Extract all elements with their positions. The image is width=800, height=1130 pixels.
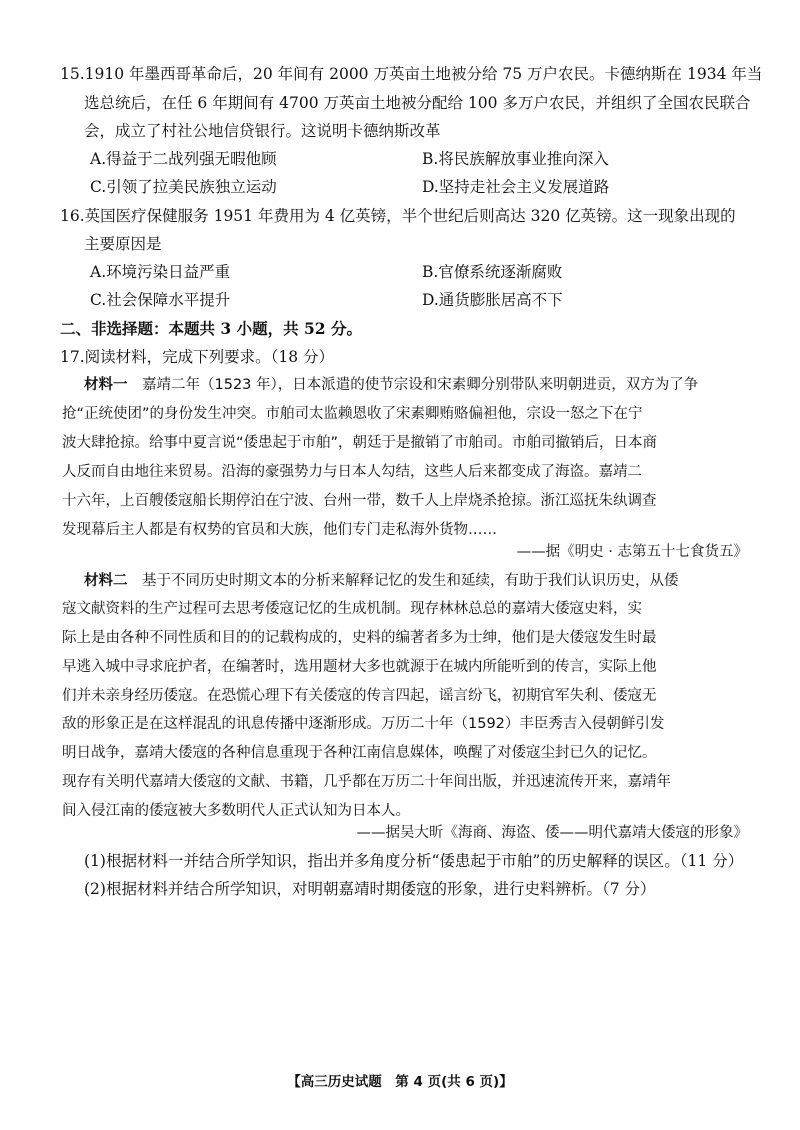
page-footer: 【高三历史试题 第 4 页(共 6 页)】	[287, 1074, 513, 1090]
q16-stem-line-2: 主要原因是	[84, 235, 162, 253]
q16-option-c: C.社会保障水平提升	[90, 291, 231, 309]
q17-stem: 17.阅读材料，完成下列要求。（18 分）	[60, 348, 335, 366]
material-1-line-3: 波大肆抢掠。给事中夏言说“倭患起于市舶”，朝廷于是撤销了市舶司。市舶司撤销后，日本商	[62, 435, 658, 451]
q15-option-b: B.将民族解放事业推向深入	[422, 150, 609, 168]
material-2-line-4: 早逃入城中寻求庇护者，在编著时，选用题材大多也就源于在城内所能听到的传言，实际上他	[62, 659, 657, 675]
material-2-line-2: 寇文献资料的生产过程可去思考倭寇记忆的生成机制。现存林林总总的嘉靖大倭寇史料，实	[62, 601, 642, 617]
q15-stem-line-2: 选总统后，在任 6 年期间有 4700 万英亩土地被分配给 100 多万户农民，并组织了全国农民联合	[84, 94, 751, 112]
material-1-source: ——据《明史 · 志第五十七食货五》	[516, 544, 748, 560]
q16-option-d: D.通货膨胀居高不下	[422, 291, 563, 309]
q16-option-b: B.官僚系统逐渐腐败	[422, 263, 563, 281]
material-1-label: 材料一	[84, 377, 128, 393]
q15-option-c: C.引领了拉美民族独立运动	[90, 178, 277, 196]
material-2-line-5: 们并未亲身经历倭寇。在恐慌心理下有关倭寇的传言四起，谣言纷飞，初期官军失利、倭寇无	[62, 688, 657, 704]
material-2-source: ——据吴大昕《海商、海盗、倭——明代嘉靖大倭寇的形象》	[356, 825, 748, 841]
material-2-line-1	[84, 570, 679, 592]
material-1-line-2: 抢“正统使团”的身份发生冲突。市舶司太监赖恩收了宋素卿贿赂偏袒他，宗设一怒之下在宁	[62, 406, 643, 422]
material-2-line-6: 敌的形象正是在这样混乱的讯息传播中逐渐形成。万历二十年（1592）丰臣秀吉入侵朝鲜引发	[62, 716, 665, 732]
material-2-line-7: 明日战争，嘉靖大倭寇的各种信息重现于各种江南信息媒体，唤醒了对倭寇尘封已久的记忆。	[62, 745, 657, 761]
material-1-line-5: 十六年，上百艘倭寇船长期停泊在宁波、台州一带，数千人上岸烧杀抢掠。浙江巡抚朱纨调查	[62, 493, 657, 509]
q16-option-a: A.环境污染日益严重	[90, 263, 231, 281]
q17-sub-question-2: (2)根据材料并结合所学知识，对明朝嘉靖时期倭寇的形象，进行史料辨析。（7 分）	[84, 880, 656, 898]
section-2-heading: 二、非选择题：本题共 3 小题，共 52 分。	[60, 319, 362, 338]
q15-option-d: D.坚持走社会主义发展道路	[422, 178, 610, 196]
q17-sub-question-1: (1)根据材料一并结合所学知识，指出并多角度分析“倭患起于市舶”的历史解释的误区。（11 分）	[84, 852, 744, 870]
material-1-line-1	[84, 374, 698, 396]
q15-option-a: A.得益于二战列强无暇他顾	[90, 150, 277, 168]
material-2-line-3: 际上是由各种不同性质和目的的记载构成的，史料的编著者多为士绅，他们是大倭寇发生时最	[62, 630, 657, 646]
q16-stem-line-1: 16.英国医疗保健服务 1951 年费用为 4 亿英镑，半个世纪后则高达 320 亿英镑。这一现象出现的	[60, 207, 736, 225]
material-2-line-9: 间入侵江南的倭寇被大多数明代人正式认知为日本人。	[62, 803, 410, 819]
q15-stem-line-1: 15.1910 年墨西哥革命后，20 年间有 2000 万英亩土地被分给 75 万户农民。卡德纳斯在 1934 年当	[60, 65, 763, 83]
material-2-line-8: 现存有关明代嘉靖大倭寇的文献、书籍，几乎都在万历二十年间出版，并迅速流传开来，嘉靖年	[62, 774, 671, 790]
material-2-text: 基于不同历史时期文本的分析来解释记忆的发生和延续，有助于我们认识历史，从倭	[142, 573, 679, 589]
material-1-line-6: 发现幕后主人都是有权势的官员和大族，他们专门走私海外货物……	[62, 522, 497, 538]
material-1-text: 嘉靖二年（1523 年），日本派遣的使节宗设和宋素卿分别带队来明朝进贡，双方为了争	[142, 377, 699, 393]
q15-stem-line-3: 会，成立了村社公地信贷银行。这说明卡德纳斯改革	[84, 122, 441, 140]
material-1-line-4: 人反而自由地往来贸易。沿海的豪强势力与日本人勾结，这些人后来都变成了海盗。嘉靖二	[62, 464, 642, 480]
material-2-label: 材料二	[84, 573, 128, 589]
